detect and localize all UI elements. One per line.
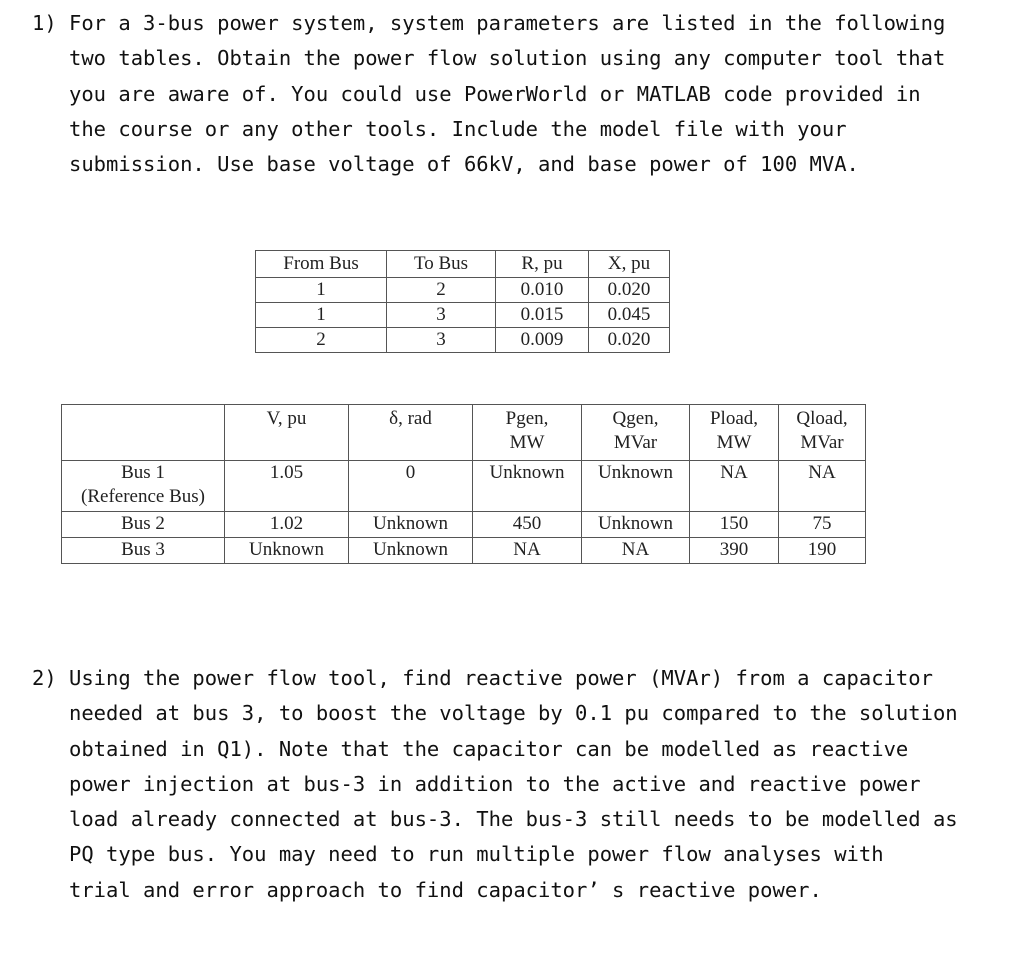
cell-delta: Unknown — [349, 512, 473, 538]
cell-to-bus: 2 — [387, 278, 496, 303]
question-2 — [32, 661, 958, 908]
cell-to-bus: 3 — [387, 328, 496, 353]
header-line-2: MVar — [800, 432, 844, 453]
cell-bus-name — [62, 461, 225, 512]
cell-delta: Unknown — [349, 538, 473, 564]
bus-table-header-row — [62, 405, 866, 461]
line-data-table — [255, 250, 670, 353]
cell-qload: NA — [779, 461, 866, 512]
header-line-1: Pload, — [709, 408, 759, 429]
header-pload — [690, 405, 779, 461]
cell-pgen: 450 — [473, 512, 582, 538]
header-from-bus: From Bus — [256, 251, 387, 278]
question-1-number: 1) — [32, 11, 57, 35]
cell-voltage: Unknown — [225, 538, 349, 564]
table-row — [256, 303, 670, 328]
cell-qgen: NA — [582, 538, 690, 564]
cell-bus-name: Bus 2 — [62, 512, 225, 538]
question-2-line: trial and error approach to find capacitor’ s reactive power. — [69, 877, 822, 902]
cell-r: 0.009 — [496, 328, 589, 353]
cell-pload: NA — [690, 461, 779, 512]
cell-to-bus: 3 — [387, 303, 496, 328]
question-1-line: two tables. Obtain the power flow solution using any computer tool that — [69, 46, 946, 71]
cell-from-bus: 1 — [256, 278, 387, 303]
question-2-line: power injection at bus-3 in addition to the active and reactive power — [69, 771, 921, 796]
question-2-line: Using the power flow tool, find reactive power (MVAr) from a capacitor — [69, 666, 933, 690]
header-line-2: MW — [716, 432, 752, 453]
bus-type: (Reference Bus) — [81, 486, 205, 507]
header-line-2: MVar — [613, 432, 658, 453]
cell-pload: 390 — [690, 538, 779, 564]
question-1-line: the course or any other tools. Include the model file with your — [69, 116, 847, 141]
cell-from-bus: 2 — [256, 328, 387, 353]
bus-data-table — [61, 404, 866, 564]
cell-r: 0.015 — [496, 303, 589, 328]
header-line-1: Qgen, — [612, 408, 659, 429]
header-bus — [62, 405, 225, 461]
question-2-line: obtained in Q1). Note that the capacitor can be modelled as reactive — [69, 736, 909, 761]
question-1-line: you are aware of. You could use PowerWorld or MATLAB code provided in — [69, 81, 921, 106]
line-table-header-row — [256, 251, 670, 278]
cell-qgen: Unknown — [582, 461, 690, 512]
question-2-number: 2) — [32, 666, 57, 690]
header-line-2: MW — [509, 432, 545, 453]
cell-x: 0.020 — [589, 328, 670, 353]
header-qgen — [582, 405, 690, 461]
cell-r: 0.010 — [496, 278, 589, 303]
table-row — [256, 278, 670, 303]
cell-voltage: 1.02 — [225, 512, 349, 538]
bus-name: Bus 1 — [121, 462, 165, 483]
header-line-1: Qload, — [796, 408, 848, 429]
question-2-line: PQ type bus. You may need to run multiple power flow analyses with — [69, 842, 884, 867]
cell-pload: 150 — [690, 512, 779, 538]
cell-qload: 190 — [779, 538, 866, 564]
cell-x: 0.045 — [589, 303, 670, 328]
table-row — [62, 512, 866, 538]
question-2-line: needed at bus 3, to boost the voltage by 0.1 pu compared to the solution — [69, 701, 958, 726]
table-row — [62, 538, 866, 564]
header-delta — [349, 405, 473, 461]
question-1-line: For a 3-bus power system, system parameters are listed in the following — [69, 11, 946, 35]
cell-voltage: 1.05 — [225, 461, 349, 512]
cell-delta: 0 — [349, 461, 473, 512]
header-line-1: V, pu — [266, 408, 307, 429]
cell-qload: 75 — [779, 512, 866, 538]
header-line-1: δ, rad — [389, 408, 432, 429]
cell-x: 0.020 — [589, 278, 670, 303]
cell-pgen: NA — [473, 538, 582, 564]
cell-qgen: Unknown — [582, 512, 690, 538]
cell-bus-name: Bus 3 — [62, 538, 225, 564]
header-x-pu: X, pu — [589, 251, 670, 278]
header-qload — [779, 405, 866, 461]
question-1 — [32, 6, 945, 182]
header-to-bus: To Bus — [387, 251, 496, 278]
header-voltage — [225, 405, 349, 461]
table-row — [256, 328, 670, 353]
header-line-1: Pgen, — [505, 408, 549, 429]
cell-from-bus: 1 — [256, 303, 387, 328]
header-r-pu: R, pu — [496, 251, 589, 278]
question-1-line: submission. Use base voltage of 66kV, and base power of 100 MVA. — [69, 152, 859, 177]
cell-pgen: Unknown — [473, 461, 582, 512]
header-pgen — [473, 405, 582, 461]
table-row — [62, 461, 866, 512]
question-2-line: load already connected at bus-3. The bus-3 still needs to be modelled as — [69, 807, 958, 832]
